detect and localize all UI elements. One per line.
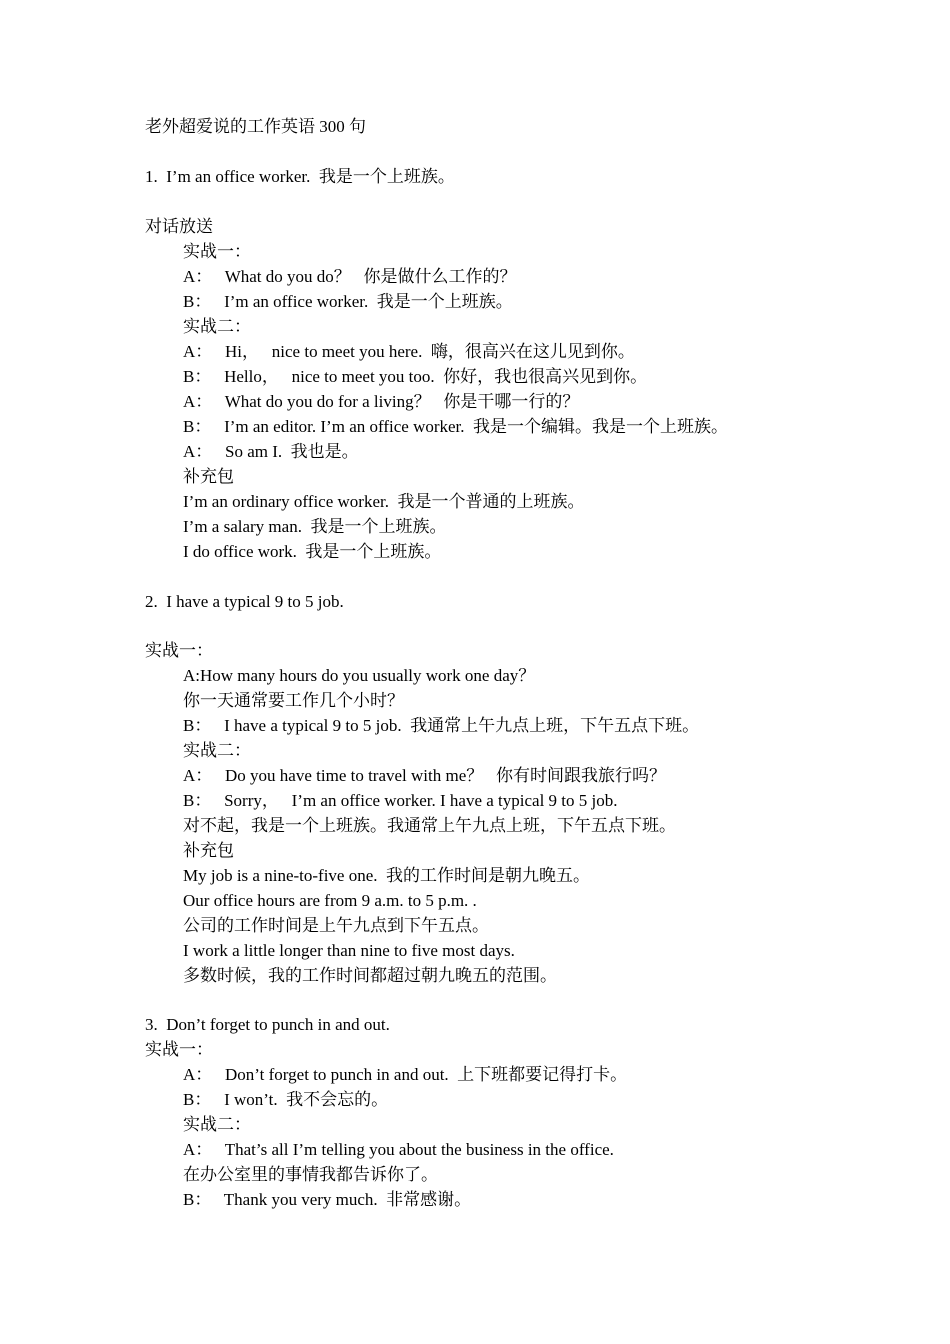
document-title: 老外超爱说的工作英语 300 句 (145, 117, 366, 136)
supplement-line: I’m a salary man. 我是一个上班族。 (183, 517, 447, 536)
supplement-line: I work a little longer than nine to five most days. (183, 941, 515, 960)
practice-label: 实战二： (183, 317, 251, 336)
dialogue-line: A： So am I. 我也是。 (183, 442, 359, 461)
dialogue-line: A： What do you do？ 你是做什么工作的？ (183, 267, 517, 286)
dialogue-line: B： I won’t. 我不会忘的。 (183, 1090, 389, 1109)
dialogue-translation: 你一天通常要工作几个小时？ (183, 691, 404, 710)
dialogue-line: A： Don’t forget to punch in and out. 上下班都要记得打卡。 (183, 1065, 628, 1084)
dialogue-line: B： I have a typical 9 to 5 job. 我通常上午九点上班，下午五点下班。 (183, 716, 700, 735)
practice-label: 实战一： (183, 242, 251, 261)
dialogue-line: A:How many hours do you usually work one day？ (183, 666, 536, 685)
supplement-label: 补充包 (183, 841, 234, 860)
dialogue-line: B： Sorry， I’m an office worker. I have a typical 9 to 5 job. (183, 791, 618, 810)
dialogue-line: B： I’m an editor. I’m an office worker. 我是一个编辑。我是一个上班族。 (183, 417, 729, 436)
supplement-label: 补充包 (183, 467, 234, 486)
dialogue-line: A： Hi， nice to meet you here. 嗨，很高兴在这儿见到你。 (183, 342, 635, 361)
dialogue-line: B： I’m an office worker. 我是一个上班族。 (183, 292, 513, 311)
practice-label: 实战一： (145, 641, 213, 660)
section-1-heading: 1. I’m an office worker. 我是一个上班族。 (145, 167, 455, 186)
dialogue-line: A： Do you have time to travel with me？ 你有时间跟我旅行吗？ (183, 766, 667, 785)
dialogue-line: A： That’s all I’m telling you about the business in the office. (183, 1140, 614, 1159)
supplement-translation: 公司的工作时间是上午九点到下午五点。 (183, 916, 489, 935)
practice-label: 实战一： (145, 1040, 213, 1059)
supplement-line: I do office work. 我是一个上班族。 (183, 542, 442, 561)
practice-label: 实战二： (183, 1115, 251, 1134)
dialogue-translation: 在办公室里的事情我都告诉你了。 (183, 1165, 438, 1184)
supplement-line: Our office hours are from 9 a.m. to 5 p.m. . (183, 891, 477, 910)
section-3-heading: 3. Don’t forget to punch in and out. (145, 1015, 390, 1034)
dialogue-line: B： Hello， nice to meet you too. 你好，我也很高兴见到你。 (183, 367, 648, 386)
section-2-heading: 2. I have a typical 9 to 5 job. (145, 592, 344, 611)
dialogue-heading: 对话放送 (145, 217, 213, 236)
supplement-translation: 多数时候，我的工作时间都超过朝九晚五的范围。 (183, 966, 557, 985)
supplement-line: I’m an ordinary office worker. 我是一个普通的上班族。 (183, 492, 585, 511)
dialogue-line: B： Thank you very much. 非常感谢。 (183, 1190, 472, 1209)
dialogue-translation: 对不起，我是一个上班族。我通常上午九点上班，下午五点下班。 (183, 816, 676, 835)
dialogue-line: A： What do you do for a living？ 你是干哪一行的？ (183, 392, 580, 411)
practice-label: 实战二： (183, 741, 251, 760)
supplement-line: My job is a nine-to-five one. 我的工作时间是朝九晚五。 (183, 866, 591, 885)
